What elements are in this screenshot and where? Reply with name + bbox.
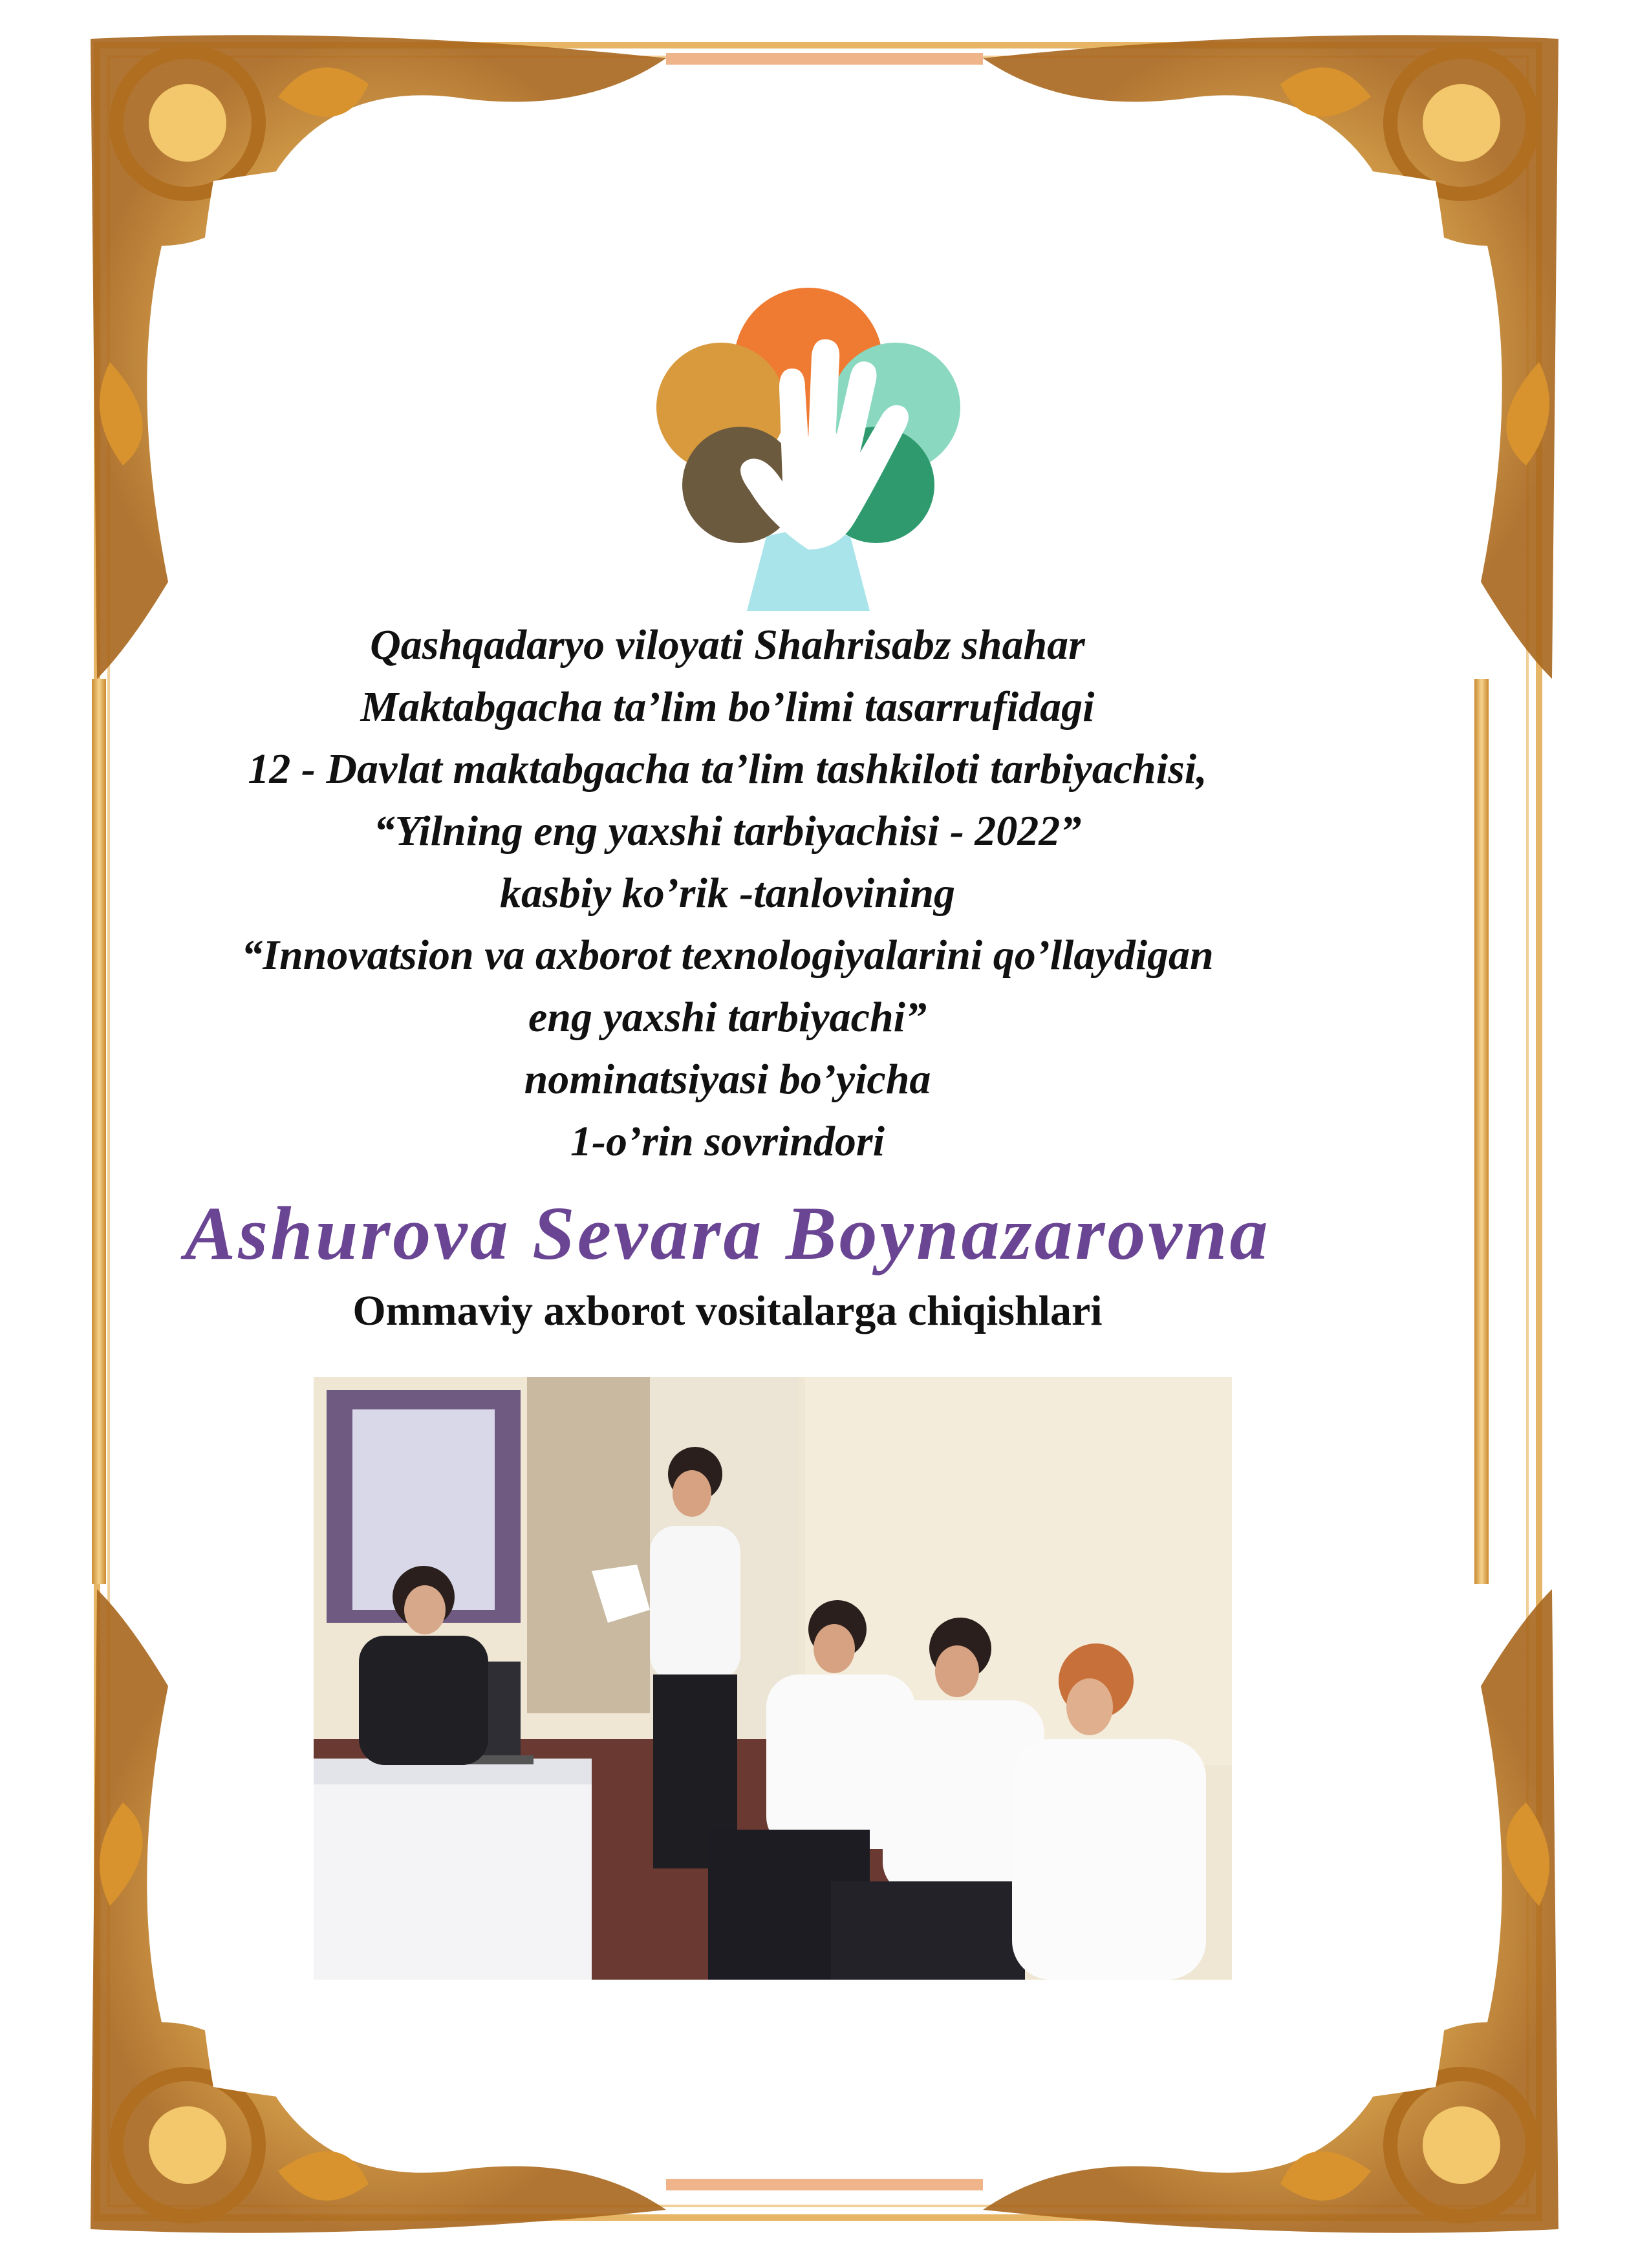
header-line-nomination-1: “Innovatsion va axborot texnologiyalarini qo’llaydigan [241,932,1214,979]
hand-tree-logo-icon [647,278,970,614]
header-line-department: Maktabgacha ta’lim bo’limi tasarrufidagi [360,683,1095,731]
header-line-organization: 12 - Davlat maktabgacha ta’lim tashkiloti tarbiyachisi, [248,745,1207,793]
header-line-place: 1-o’rin sovrindori [570,1118,885,1165]
header-line-region: Qashqadaryo viloyati Shahrisabz shahar [370,621,1085,669]
certificate-text-block [129,614,1326,1173]
awardee-name: Ashurova Sevara Boynazarovna [184,1191,1271,1276]
header-line-contest-type: kasbiy ko’rik -tanlovining [499,870,956,917]
frame-right-bar [1474,679,1489,1584]
classroom-meeting-photo [314,1377,1232,1980]
frame-bottom-bar [666,2179,983,2190]
frame-top-bar [666,53,983,65]
header-line-contest-title: “Yilning eng yaxshi tarbiyachisi - 2022” [373,808,1082,855]
subtitle: Ommaviy axborot vositalarga chiqishlari [352,1287,1103,1334]
header-line-nomination-label: nominatsiyasi bo’yicha [524,1056,931,1103]
frame-left-bar [92,679,106,1584]
header-line-nomination-2: eng yaxshi tarbiyachi” [528,994,927,1041]
